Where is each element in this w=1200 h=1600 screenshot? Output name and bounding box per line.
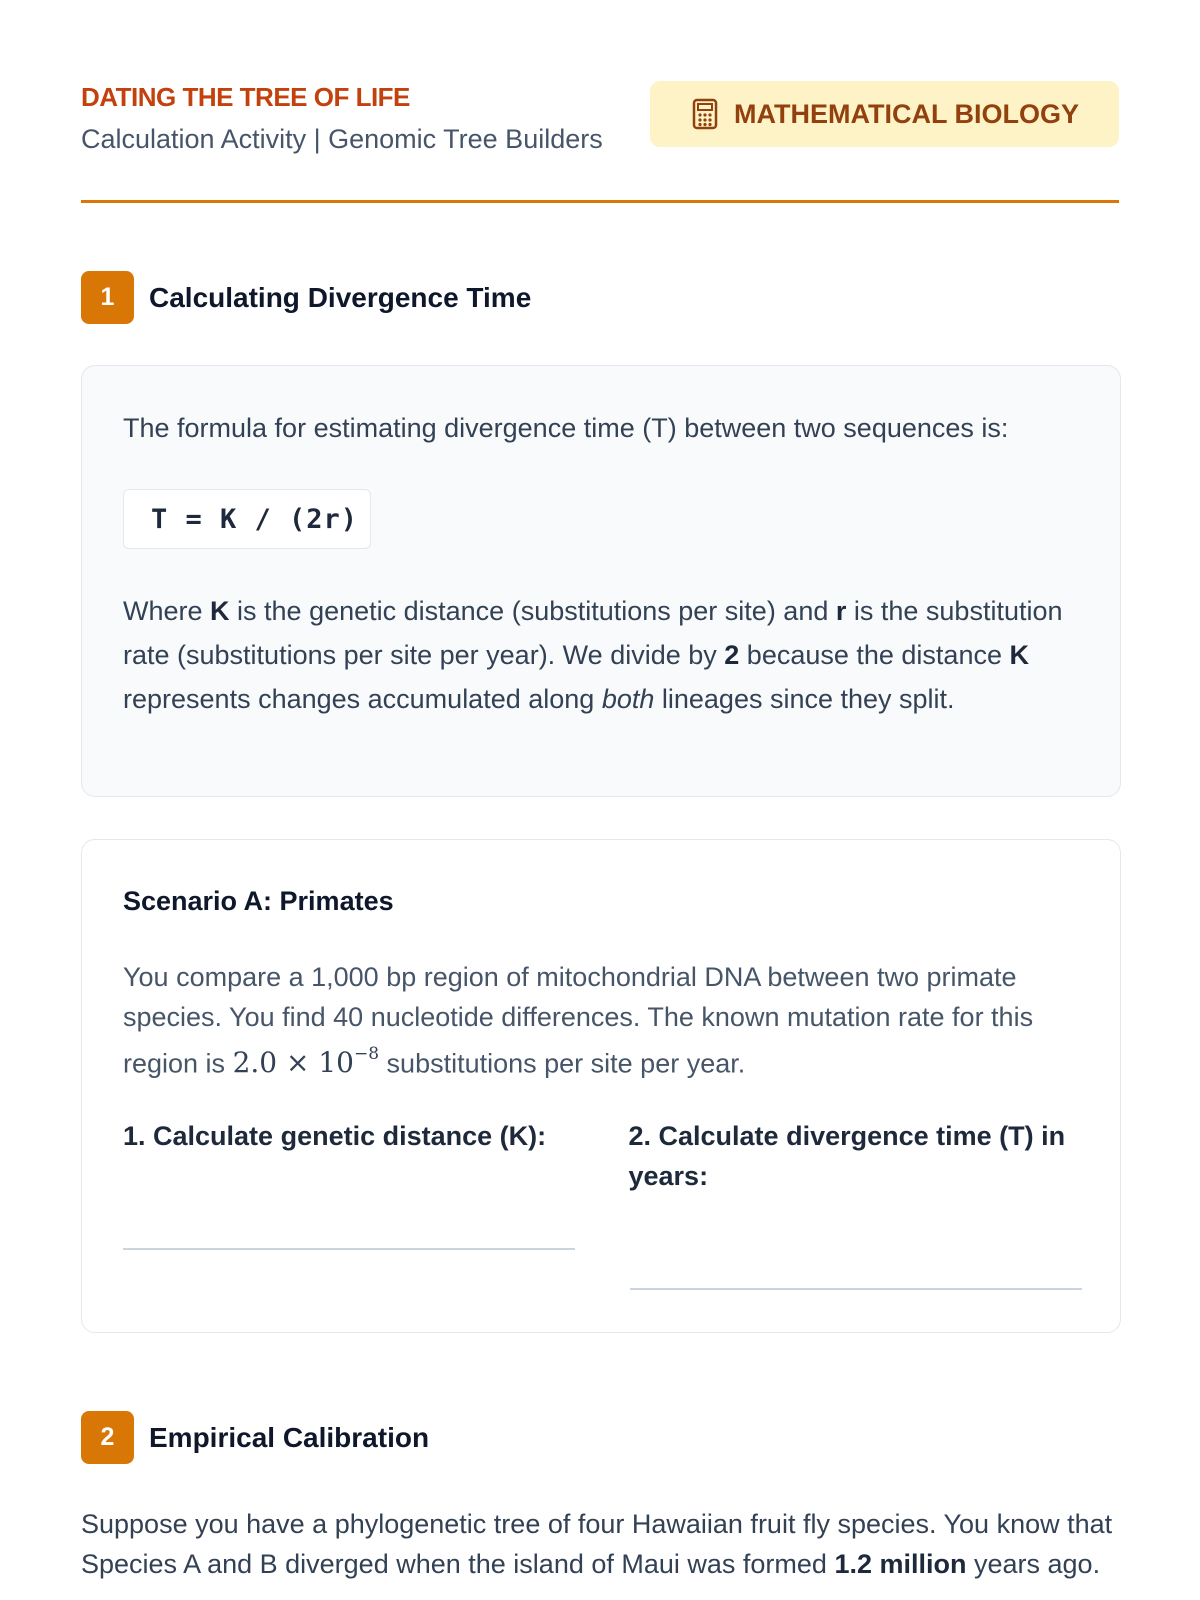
question-2: 2. Calculate divergence time (T) in years:: [628, 1121, 1066, 1191]
text: represents changes accumulated along: [123, 684, 602, 715]
text: substitutions per site per year.: [379, 1048, 746, 1079]
formula-intro: The formula for estimating divergence time (T) between two sequences is:: [123, 413, 1009, 443]
formula-card: [81, 365, 1121, 797]
emphasis-both: both: [601, 684, 655, 715]
question-1: 1. Calculate genetic distance (K):: [123, 1121, 547, 1151]
mutation-rate: [233, 1046, 379, 1079]
text: because the distance: [739, 640, 1010, 671]
answer-line-k[interactable]: [123, 1248, 575, 1250]
answer-line-t[interactable]: [630, 1288, 1082, 1290]
section-2-text: [81, 1504, 1121, 1584]
section-2-heading: [81, 1411, 429, 1464]
page-header: [81, 0, 1119, 203]
calculator-icon: [692, 98, 718, 130]
scenario-title: Scenario A: Primates: [123, 886, 394, 916]
scenario-text: [123, 957, 1079, 1083]
text: years ago.: [966, 1549, 1101, 1579]
text: Where: [123, 596, 211, 627]
section-title: Calculating Divergence Time: [149, 281, 532, 313]
activity-kicker: DATING THE TREE OF LIFE: [81, 82, 410, 112]
text: is the substitution rate (substitutions per site per year). We divide by: [123, 596, 1063, 671]
subject-badge-label: MATHEMATICAL BIOLOGY: [734, 98, 1079, 129]
questions-row: [123, 1116, 1079, 1196]
text: is the genetic distance (substitutions per site) and: [229, 596, 836, 627]
text: Suppose you have a phylogenetic tree of four Hawaiian fruit fly species. You know that Species A and B diverged when the island of Maui was formed: [81, 1509, 1113, 1579]
term-two: 2: [724, 640, 740, 671]
term-r: r: [835, 596, 847, 627]
term-k: K: [1009, 640, 1029, 671]
calibration-value: 1.2 million: [834, 1549, 967, 1579]
formula-box: T = K / (2r): [123, 489, 371, 549]
scenario-card: [81, 839, 1121, 1333]
formula-explanation: [123, 589, 1079, 721]
term-k: K: [210, 596, 230, 627]
section-1-heading: [81, 271, 531, 324]
section-number-badge: 1: [81, 271, 134, 324]
rate-mantissa: 2.0 × 10: [232, 1046, 354, 1080]
activity-subtitle: Calculation Activity | Genomic Tree Builders: [81, 124, 603, 154]
rate-exponent: −8: [353, 1044, 380, 1064]
subject-badge: [650, 81, 1119, 147]
section-number-badge: 2: [81, 1411, 134, 1464]
section-title: Empirical Calibration: [149, 1421, 430, 1453]
text: lineages since they split.: [654, 684, 955, 715]
text: You compare a 1,000 bp region of mitochondrial DNA between two primate species. You find 40 nucleotide differences. The known mutation rate for this region is: [123, 962, 1034, 1079]
